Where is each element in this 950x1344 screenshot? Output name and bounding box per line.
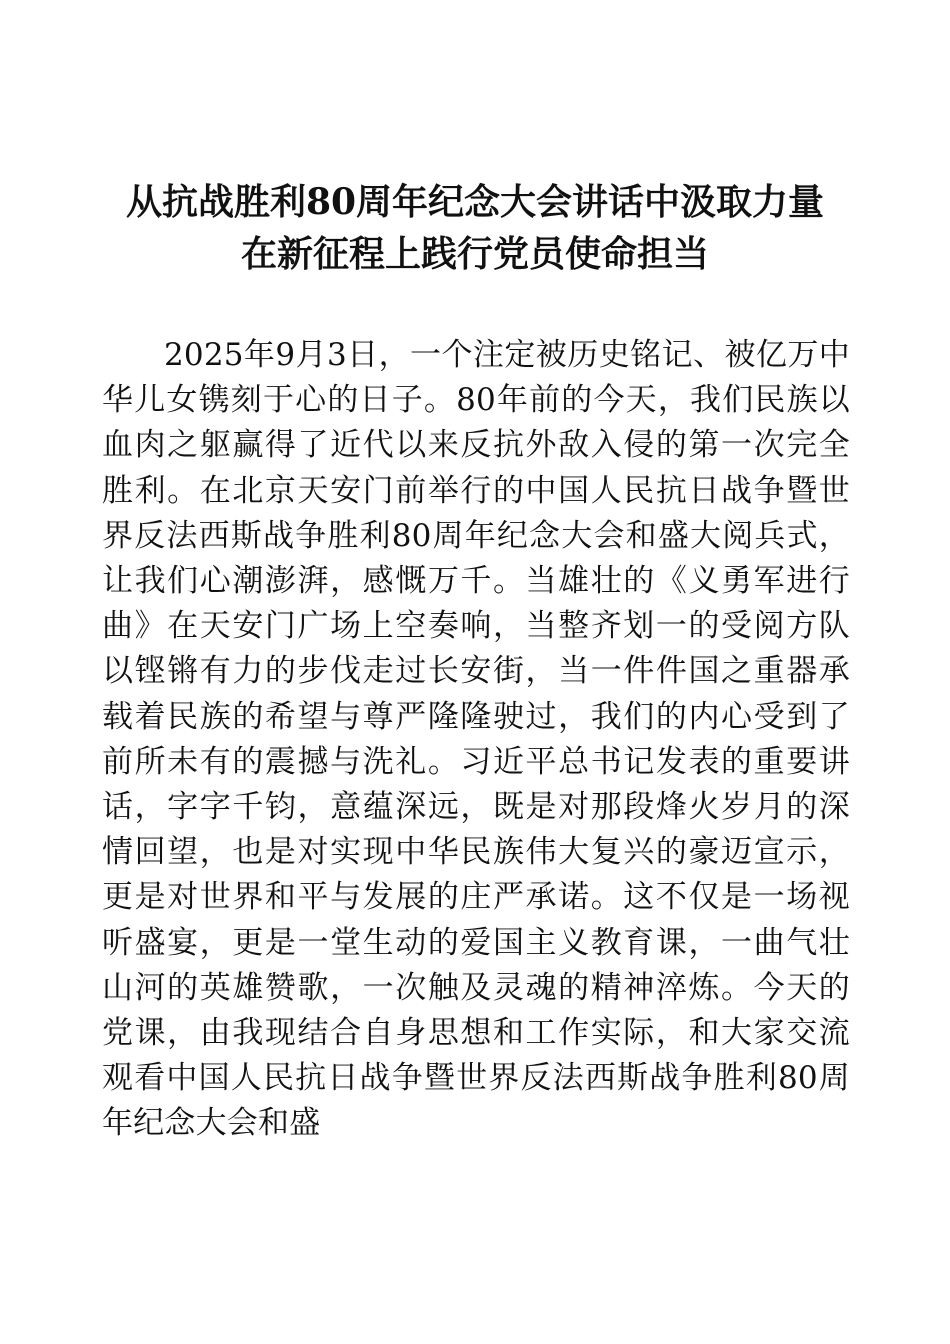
body-paragraph: 2025年9月3日，一个注定被历史铭记、被亿万中华儿女镌刻于心的日子。80年前的今天，我们民族以血肉之躯赢得了近代以来反抗外敌入侵的第一次完全胜利。在北京天安门前举行的中国人民抗日战争暨世界反法西斯战争胜利80周年纪念大会和盛大阅兵式，让我们心潮澎湃，感慨万千。当雄壮的《义勇军进行曲》在天安门广场上空奏响，当整齐划一的受阅方队以铿锵有力的步伐走过长安街，当一件件国之重器承载着民族的希望与尊严隆隆驶过，我们的内心受到了前所未有的震撼与洗礼。习近平总书记发表的重要讲话，字字千钧，意蕴深远，既是对那段烽火岁月的深情回望，也是对实现中华民族伟大复兴的豪迈宣示，更是对世界和平与发展的庄严承诺。这不仅是一场视听盛宴，更是一堂生动的爱国主义教育课，一曲气壮山河的英雄赞歌，一次触及灵魂的精神淬炼。今天的党课，由我现结合自身思想和工作实际，和大家交流观看中国人民抗日战争暨世界反法西斯战争胜利80周年纪念大会和盛: [102, 337, 850, 1142]
title-line-1: 从抗战胜利80周年纪念大会讲话中汲取力量: [125, 181, 825, 223]
document-title: [100, 176, 850, 280]
title-line-2: 在新征程上践行党员使命担当: [240, 233, 709, 275]
